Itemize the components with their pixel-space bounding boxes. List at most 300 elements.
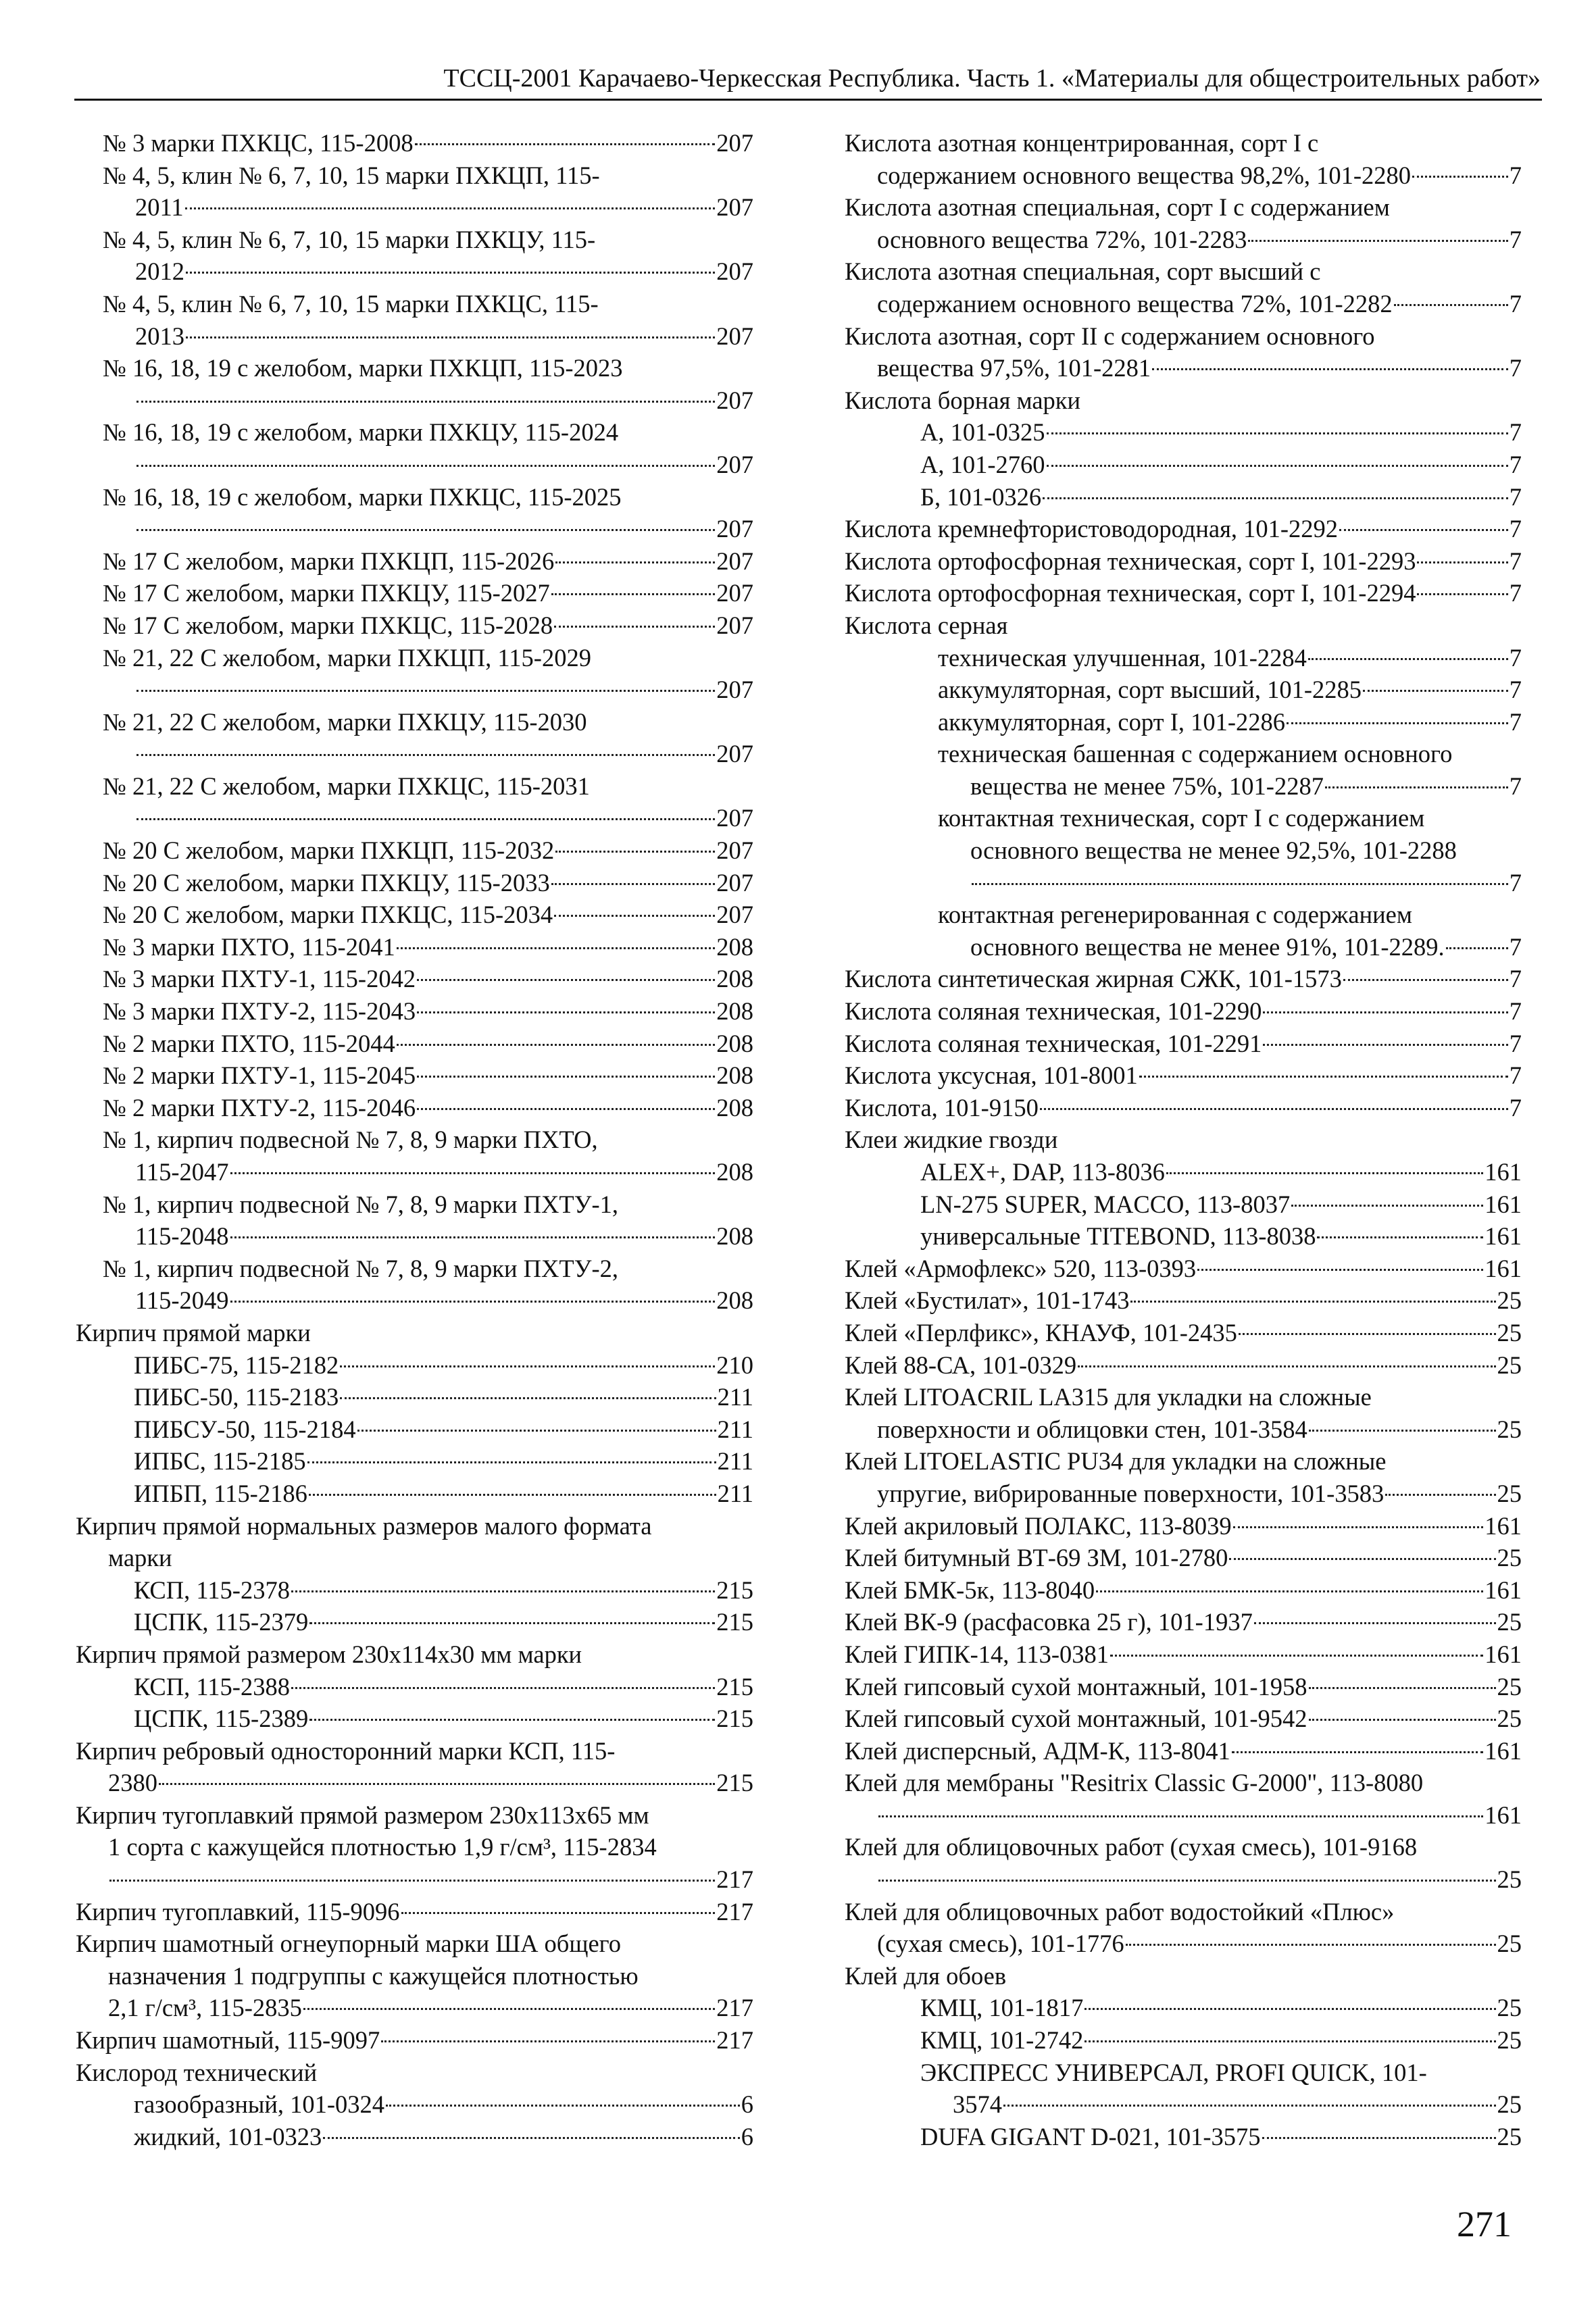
- entry-text: № 17 С желобом, марки ПХКЦС, 115-2028: [103, 611, 553, 639]
- index-entry: [76, 642, 753, 706]
- index-entry: [76, 1510, 753, 1574]
- entry-text: Кирпич прямой марки: [76, 1318, 311, 1347]
- dot-leader: [397, 947, 716, 949]
- running-header: ТССЦ-2001 Карачаево-Черкесская Республика. Часть 1. «Материалы для общестроительных работ»: [443, 64, 1541, 93]
- index-entry: [76, 2024, 753, 2057]
- dot-leader: [397, 1044, 716, 1046]
- index-entry: [845, 1896, 1522, 1960]
- page-reference: 161: [1485, 1801, 1522, 1829]
- index-entry: [76, 1253, 753, 1317]
- entry-text: № 2 марки ПХТУ-1, 115-2045: [103, 1061, 416, 1090]
- page-reference: 7: [1509, 482, 1522, 511]
- entry-line: [845, 1059, 1522, 1092]
- dot-leader: [1309, 1719, 1496, 1721]
- entry-line: [103, 1092, 753, 1124]
- page-reference: 7: [1509, 1093, 1522, 1122]
- entry-line: [920, 1156, 1522, 1188]
- page-reference: 161: [1485, 1511, 1522, 1540]
- entry-line: [103, 1220, 753, 1253]
- entry-line: [134, 1349, 753, 1382]
- entry-text: Кислота азотная концентрированная, сорт I с: [845, 129, 1319, 157]
- entry-text: Кислота, 101-9150: [845, 1093, 1039, 1122]
- page-reference: 217: [716, 1994, 753, 2022]
- entry-line: [920, 2121, 1522, 2153]
- entry-line: [103, 1156, 753, 1188]
- dot-leader: [136, 529, 715, 531]
- index-entry: [76, 1928, 753, 2024]
- entry-line: [938, 706, 1522, 738]
- dot-leader: [401, 1912, 716, 1914]
- page-reference: 25: [1497, 1705, 1522, 1733]
- dot-leader: [1233, 1526, 1484, 1528]
- entry-line: [103, 191, 753, 224]
- dot-leader: [1232, 1751, 1483, 1753]
- entry-line: [134, 2088, 753, 2121]
- dot-leader: [878, 1880, 1496, 1882]
- entry-text: основного вещества не менее 92,5%, 101-2288: [970, 836, 1457, 865]
- dot-leader: [109, 1880, 715, 1882]
- page-reference: 7: [1509, 225, 1522, 253]
- entry-text: 2380: [108, 1769, 157, 1797]
- entry-text: № 21, 22 С желобом, марки ПХКЦС, 115-2031: [103, 772, 590, 800]
- entry-line: [134, 1671, 753, 1703]
- entry-line: [845, 1671, 1522, 1703]
- entry-text: Кислота азотная специальная, сорт I с содержанием: [845, 193, 1390, 222]
- entry-text: Клей гипсовый сухой монтажный, 101-1958: [845, 1672, 1307, 1701]
- entry-line: [845, 1799, 1522, 1832]
- index-entry: [76, 1188, 753, 1253]
- index-entry: [76, 1317, 753, 1349]
- entry-text: ПИБСУ-50, 115-2184: [134, 1415, 356, 1443]
- entry-line: [103, 320, 753, 353]
- entry-text: Клей «Армофлекс» 520, 113-0393: [845, 1254, 1197, 1282]
- page-reference: 25: [1497, 1608, 1522, 1636]
- entry-text: Кислота азотная специальная, сорт высший с: [845, 257, 1321, 286]
- page-reference: 217: [716, 1897, 753, 1926]
- index-column-right: [845, 127, 1522, 2153]
- page-reference: 211: [717, 1479, 753, 1507]
- dot-leader: [1040, 1108, 1508, 1110]
- entry-text: универсальные TITEBOND, 113-8038: [920, 1222, 1316, 1251]
- page-reference: 25: [1497, 1544, 1522, 1572]
- page-reference: 25: [1497, 1286, 1522, 1315]
- entry-text: № 2 марки ПХТУ-2, 115-2046: [103, 1093, 416, 1122]
- entry-line: [938, 642, 1522, 674]
- entry-line: [845, 1028, 1522, 1060]
- entry-text: жидкий, 101-0323: [134, 2122, 322, 2150]
- entry-line: [845, 352, 1522, 384]
- entry-text: № 1, кирпич подвесной № 7, 8, 9 марки ПХТУ-1,: [103, 1190, 618, 1218]
- dot-leader: [230, 1172, 716, 1174]
- entry-text: основного вещества 72%, 101-2283: [877, 225, 1247, 253]
- index-entry: [76, 2088, 753, 2121]
- entry-line: [76, 1896, 753, 1928]
- index-entry: [76, 1799, 753, 1896]
- entry-line: [920, 1220, 1522, 1253]
- index-entry: [76, 1028, 753, 1060]
- index-entry: [845, 1284, 1522, 1317]
- page-reference: 7: [1509, 997, 1522, 1026]
- dot-leader: [1239, 1333, 1496, 1335]
- entry-text: Кислота синтетическая жирная СЖК, 101-1573: [845, 965, 1342, 993]
- index-entry: [845, 1188, 1522, 1221]
- index-entry: [845, 1317, 1522, 1349]
- entry-line: [103, 963, 753, 995]
- page-reference: 25: [1497, 1318, 1522, 1347]
- index-entry: [845, 1092, 1522, 1124]
- entry-text: № 3 марки ПХТУ-1, 115-2042: [103, 965, 416, 993]
- entry-text: содержанием основного вещества 98,2%, 101-2280: [877, 161, 1412, 189]
- entry-line: [103, 449, 753, 481]
- index-entry: [845, 1253, 1522, 1285]
- entry-line: [103, 1028, 753, 1060]
- entry-text: Кирпич прямой размером 230х114х30 мм марки: [76, 1640, 582, 1668]
- index-entry: [845, 1574, 1522, 1607]
- entry-text: ЦСПК, 115-2379: [134, 1608, 309, 1636]
- entry-text: Клей LITOACRIL LA315 для укладки на сложные: [845, 1383, 1372, 1411]
- entry-line: [845, 1735, 1522, 1767]
- dot-leader: [1043, 497, 1508, 499]
- header-rule: [74, 99, 1542, 101]
- index-entry: [76, 1059, 753, 1092]
- page-reference: 161: [1485, 1576, 1522, 1604]
- entry-text: вещества не менее 75%, 101-2287: [970, 772, 1324, 800]
- entry-text: Кислота ортофосфорная техническая, сорт I, 101-2293: [845, 547, 1416, 575]
- entry-text: № 17 С желобом, марки ПХКЦУ, 115-2027: [103, 579, 550, 607]
- entry-line: [76, 1992, 753, 2024]
- dot-leader: [1166, 1172, 1483, 1174]
- entry-line: [845, 1317, 1522, 1349]
- entry-text: Клей акриловый ПОЛАКС, 113-8039: [845, 1511, 1232, 1540]
- entry-text: контактная регенерированная с содержанием: [938, 901, 1412, 929]
- dot-leader: [230, 1236, 716, 1238]
- entry-text: КСП, 115-2388: [134, 1672, 290, 1701]
- entry-line: [103, 127, 753, 159]
- entry-text: Клей битумный ВТ-69 ЗМ, 101-2780: [845, 1544, 1228, 1572]
- entry-text: Клей ГИПК-14, 113-0381: [845, 1640, 1109, 1668]
- dot-leader: [1047, 465, 1508, 467]
- entry-text: Клей ВК-9 (расфасовка 25 г), 101-1937: [845, 1608, 1253, 1636]
- dot-leader: [1126, 1944, 1496, 1946]
- page-reference: 208: [716, 1029, 753, 1057]
- entry-text: № 20 С желобом, марки ПХКЦП, 115-2032: [103, 836, 555, 865]
- dot-leader: [230, 1301, 716, 1303]
- index-entry: [76, 995, 753, 1028]
- index-entry: [845, 963, 1522, 995]
- index-entry: [845, 1960, 1522, 1992]
- entry-text: Клей гипсовый сухой монтажный, 101-9542: [845, 1705, 1307, 1733]
- entry-line: [103, 995, 753, 1028]
- entry-text: поверхности и облицовки стен, 101-3584: [877, 1415, 1307, 1443]
- dot-leader: [136, 401, 715, 403]
- entry-text: № 4, 5, клин № 6, 7, 10, 15 марки ПХКЦУ, 115-: [103, 225, 596, 253]
- index-entry: [76, 1349, 753, 1382]
- index-entry: [845, 1542, 1522, 1574]
- dot-leader: [1263, 1044, 1507, 1046]
- entry-text: ИПБП, 115-2186: [134, 1479, 307, 1507]
- page-reference: 208: [716, 932, 753, 961]
- index-entry: [845, 2121, 1522, 2153]
- entry-line: [920, 1992, 1522, 2024]
- dot-leader: [1110, 1655, 1483, 1657]
- index-entry: [845, 481, 1522, 513]
- entry-line: [920, 1188, 1522, 1221]
- page-reference: 6: [741, 2122, 753, 2150]
- entry-line: [134, 1413, 753, 1446]
- entry-text: Кирпич ребровый односторонний марки КСП, 115-: [76, 1736, 616, 1765]
- page-reference: 211: [717, 1415, 753, 1443]
- dot-leader: [1078, 1365, 1495, 1367]
- dot-leader: [1417, 593, 1507, 595]
- dot-leader: [1263, 1011, 1507, 1013]
- dot-leader: [1309, 1430, 1496, 1432]
- entry-line: [103, 577, 753, 609]
- entry-text: ЦСПК, 115-2389: [134, 1705, 309, 1733]
- entry-line: [845, 1253, 1522, 1285]
- entry-line: [845, 577, 1522, 609]
- entry-line: [845, 288, 1522, 320]
- entry-text: 115-2048: [135, 1222, 229, 1251]
- entry-line: [134, 1478, 753, 1510]
- entry-text: № 16, 18, 19 с желобом, марки ПХКЦУ, 115-2024: [103, 418, 619, 447]
- entry-line: [845, 963, 1522, 995]
- dot-leader: [340, 1365, 715, 1367]
- entry-line: [134, 1606, 753, 1638]
- entry-text: вещества 97,5%, 101-2281: [877, 354, 1151, 382]
- entry-text: Клей «Перлфикс», КНАУФ, 101-2435: [845, 1318, 1237, 1347]
- page-reference: 207: [716, 901, 753, 929]
- entry-text: Кислота соляная техническая, 101-2291: [845, 1029, 1262, 1057]
- entry-text: № 3 марки ПХТО, 115-2041: [103, 932, 395, 961]
- dot-leader: [1308, 658, 1508, 660]
- entry-line: [845, 1413, 1522, 1446]
- entry-text: Клей для облицовочных работ водостойкий «Плюс»: [845, 1897, 1395, 1926]
- page-reference: 207: [716, 868, 753, 897]
- page-reference: 7: [1509, 643, 1522, 672]
- dot-leader: [1417, 561, 1507, 563]
- entry-text: техническая улучшенная, 101-2284: [938, 643, 1307, 672]
- page-reference: 7: [1509, 450, 1522, 478]
- page-reference: 7: [1509, 547, 1522, 575]
- index-entry: [76, 2121, 753, 2153]
- index-entry: [76, 1574, 753, 1607]
- entry-text: Кирпич шамотный, 115-9097: [76, 2026, 380, 2055]
- index-entry: [845, 802, 1522, 899]
- entry-text: 115-2049: [135, 1286, 229, 1315]
- entry-text: № 20 С желобом, марки ПХКЦУ, 115-2033: [103, 868, 550, 897]
- index-entry: [76, 1478, 753, 1510]
- dot-leader: [386, 2105, 740, 2107]
- entry-text: DUFA GIGANT D-021, 101-3575: [920, 2122, 1261, 2150]
- index-entry: [845, 1606, 1522, 1638]
- page-reference: 161: [1485, 1158, 1522, 1186]
- entry-text: Б, 101-0326: [920, 482, 1042, 511]
- index-entry: [845, 1156, 1522, 1188]
- index-entry: [76, 1735, 753, 1799]
- page-reference: 6: [741, 2090, 753, 2119]
- entry-line: [845, 1510, 1522, 1542]
- dot-leader: [551, 883, 716, 885]
- dot-leader: [1248, 240, 1507, 242]
- page-reference: 207: [716, 547, 753, 575]
- index-entry: [76, 159, 753, 224]
- index-entry: [76, 545, 753, 578]
- index-entry: [76, 1606, 753, 1638]
- index-entry: [845, 1349, 1522, 1382]
- page-reference: 208: [716, 965, 753, 993]
- page-reference: 161: [1485, 1736, 1522, 1765]
- entry-text: Кирпич тугоплавкий, 115-9096: [76, 1897, 400, 1926]
- entry-text: ПИБС-50, 115-2183: [134, 1383, 339, 1411]
- entry-text: Клей БМК-5к, 113-8040: [845, 1576, 1095, 1604]
- page-reference: 207: [716, 515, 753, 543]
- entry-text: КСП, 115-2378: [134, 1576, 290, 1604]
- dot-leader: [1003, 2105, 1496, 2107]
- dot-leader: [1317, 1236, 1483, 1238]
- page-reference: 25: [1497, 1994, 1522, 2022]
- entry-text: Кирпич тугоплавкий прямой размером 230х113х65 мм: [76, 1801, 649, 1829]
- entry-text: Клей для мембраны "Resitrix Classic G-2000", 113-8080: [845, 1769, 1424, 1797]
- entry-line: [845, 159, 1522, 192]
- entry-text: Клей «Бустилат», 101-1743: [845, 1286, 1130, 1315]
- page-reference: 7: [1509, 515, 1522, 543]
- entry-text: 2012: [135, 257, 184, 286]
- dot-leader: [136, 690, 715, 692]
- index-entry: [845, 577, 1522, 609]
- dot-leader: [417, 979, 715, 981]
- entry-line: [134, 2121, 753, 2153]
- entry-line: [134, 1703, 753, 1735]
- page-reference: 215: [716, 1672, 753, 1701]
- entry-text: КМЦ, 101-2742: [920, 2026, 1084, 2055]
- page-reference: 215: [716, 1608, 753, 1636]
- entry-line: [103, 1284, 753, 1317]
- entry-line: [134, 1445, 753, 1478]
- dot-leader: [1287, 722, 1508, 724]
- dot-leader: [972, 883, 1508, 885]
- entry-text: № 21, 22 С желобом, марки ПХКЦП, 115-2029: [103, 643, 591, 672]
- page-reference: 211: [717, 1447, 753, 1476]
- entry-line: [845, 1574, 1522, 1607]
- entry-text: Кислота азотная, сорт II с содержанием основного: [845, 322, 1375, 350]
- entry-line: [103, 513, 753, 545]
- entry-text: марки: [108, 1544, 172, 1572]
- entry-line: [103, 1059, 753, 1092]
- page-reference: 215: [716, 1705, 753, 1733]
- dot-leader: [417, 1011, 715, 1013]
- page-reference: 207: [716, 836, 753, 865]
- page-reference: 211: [717, 1383, 753, 1411]
- index-entry: [845, 1671, 1522, 1703]
- entry-line: [845, 513, 1522, 545]
- entry-line: [845, 1863, 1522, 1896]
- index-entry: [845, 995, 1522, 1028]
- entry-line: [845, 1349, 1522, 1382]
- dot-leader: [307, 1461, 716, 1463]
- page-reference: 207: [716, 193, 753, 222]
- entry-text: содержанием основного вещества 72%, 101-2282: [877, 289, 1393, 318]
- dot-leader: [878, 1815, 1483, 1817]
- entry-text: № 16, 18, 19 с желобом, марки ПХКЦП, 115-2023: [103, 354, 623, 382]
- entry-line: [938, 770, 1522, 803]
- entry-line: [103, 674, 753, 706]
- entry-text: № 16, 18, 19 с желобом, марки ПХКЦС, 115-2025: [103, 482, 622, 511]
- dot-leader: [357, 1430, 716, 1432]
- entry-line: [134, 1574, 753, 1607]
- index-entry: [845, 1220, 1522, 1253]
- page-reference: 25: [1497, 2026, 1522, 2055]
- page-reference: 208: [716, 1093, 753, 1122]
- dot-leader: [554, 915, 715, 917]
- dot-leader: [1309, 1687, 1496, 1689]
- entry-text: газообразный, 101-0324: [134, 2090, 385, 2119]
- index-entry: [76, 834, 753, 867]
- index-entry: [845, 1735, 1522, 1767]
- index-column-left: [76, 127, 753, 2153]
- entry-text: 1 сорта с кажущейся плотностью 1,9 г/см³, 115-2834: [108, 1833, 657, 1861]
- page-reference: 161: [1485, 1640, 1522, 1668]
- index-entry: [845, 1992, 1522, 2024]
- page-reference: 207: [716, 611, 753, 639]
- entry-text: Кислота ортофосфорная техническая, сорт I, 101-2294: [845, 579, 1416, 607]
- entry-text: КМЦ, 101-1817: [920, 1994, 1084, 2022]
- page-reference: 7: [1509, 965, 1522, 993]
- page-reference: 7: [1509, 161, 1522, 189]
- entry-text: контактная техническая, сорт I с содержанием: [938, 804, 1425, 832]
- entry-text: № 20 С желобом, марки ПХКЦС, 115-2034: [103, 901, 553, 929]
- entry-text: (сухая смесь), 101-1776: [877, 1930, 1124, 1958]
- entry-line: [938, 867, 1522, 899]
- dot-leader: [291, 1687, 715, 1689]
- entry-text: Клей для облицовочных работ (сухая смесь), 101-9168: [845, 1833, 1418, 1861]
- entry-text: Клеи жидкие гвозди: [845, 1126, 1058, 1154]
- index-entry: [845, 513, 1522, 545]
- entry-text: Кислород технический: [76, 2058, 318, 2086]
- page-reference: 207: [716, 676, 753, 704]
- dot-leader: [417, 1076, 715, 1078]
- dot-leader: [1339, 529, 1508, 531]
- page-reference: 161: [1485, 1222, 1522, 1251]
- dot-leader: [323, 2137, 739, 2139]
- index-entry: [76, 931, 753, 963]
- index-entry: [845, 1638, 1522, 1671]
- page-reference: 217: [716, 1865, 753, 1894]
- entry-text: Кирпич прямой нормальных размеров малого формата: [76, 1511, 652, 1540]
- index-entry: [76, 963, 753, 995]
- dot-leader: [136, 465, 715, 467]
- index-entry: [76, 1896, 753, 1928]
- index-entry: [76, 1381, 753, 1413]
- entry-line: [920, 2024, 1522, 2057]
- page-reference: 7: [1509, 1061, 1522, 1090]
- entry-line: [845, 1703, 1522, 1735]
- entry-text: № 1, кирпич подвесной № 7, 8, 9 марки ПХТО,: [103, 1126, 598, 1154]
- index-entry: [76, 867, 753, 899]
- entry-line: [938, 674, 1522, 706]
- index-entry: [845, 642, 1522, 674]
- entry-text: Клей дисперсный, АДМ-К, 113-8041: [845, 1736, 1230, 1765]
- dot-leader: [1446, 947, 1508, 949]
- dot-leader: [159, 1783, 715, 1785]
- page-reference: 207: [716, 579, 753, 607]
- page-reference: 7: [1509, 289, 1522, 318]
- dot-leader: [1139, 1076, 1508, 1078]
- index-entry: [845, 449, 1522, 481]
- entry-text: 2011: [135, 193, 184, 222]
- entry-line: [103, 867, 753, 899]
- entry-text: № 2 марки ПХТО, 115-2044: [103, 1029, 395, 1057]
- entry-text: № 21, 22 С желобом, марки ПХКЦУ, 115-2030: [103, 707, 587, 736]
